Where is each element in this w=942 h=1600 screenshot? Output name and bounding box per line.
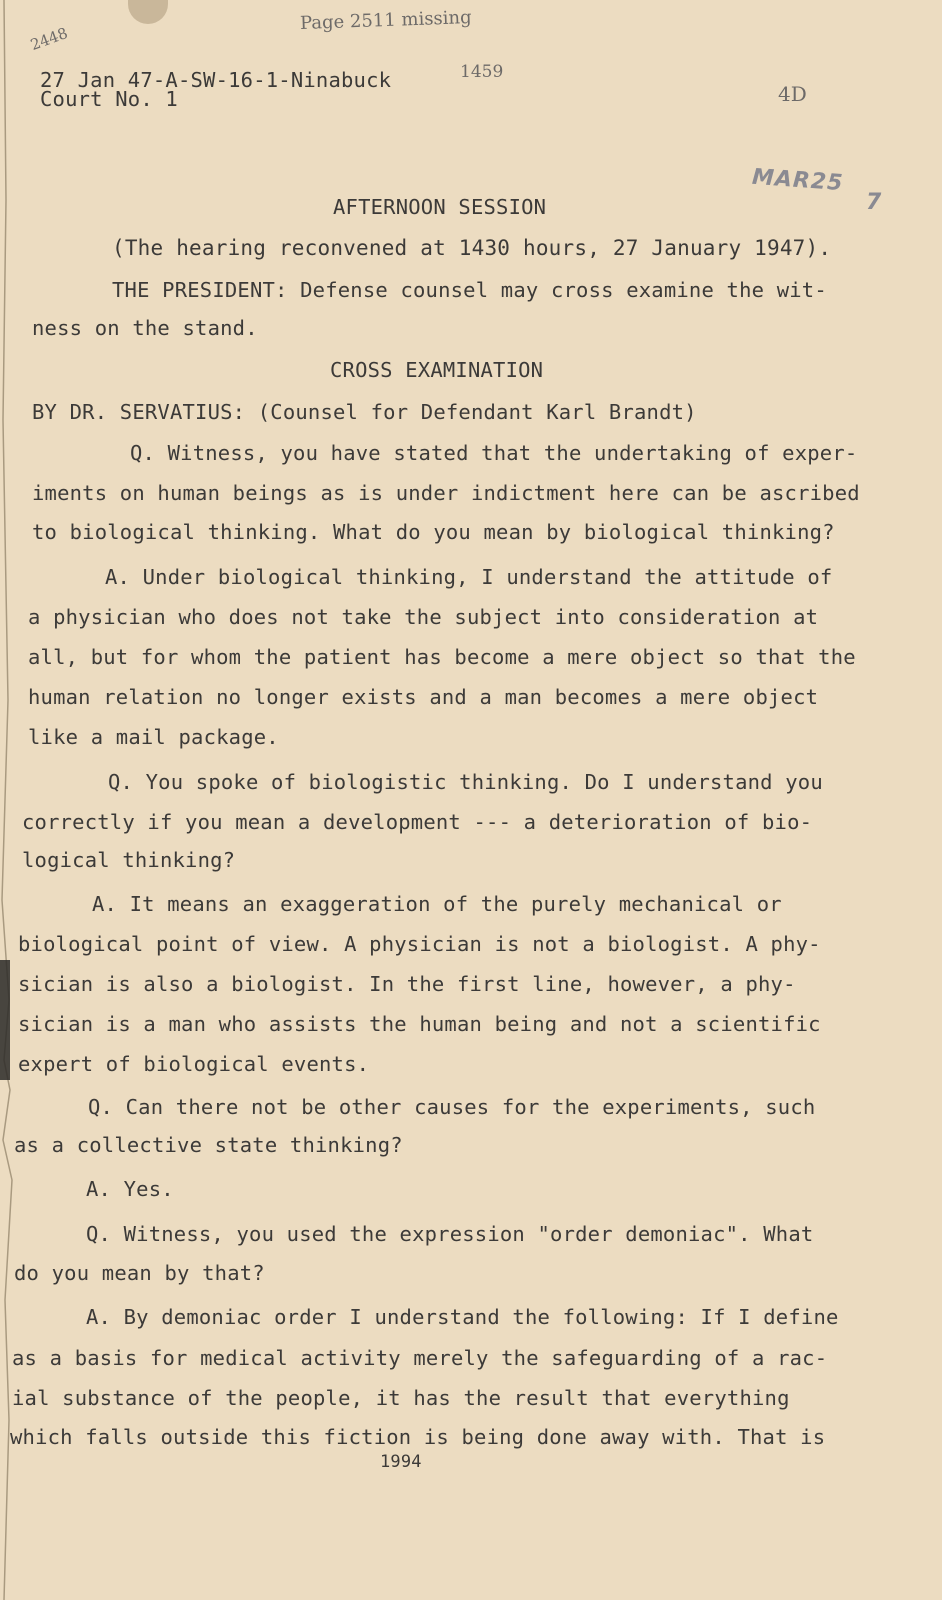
- paper-stain: [128, 0, 168, 24]
- transcript-line: correctly if you mean a development --- a deterioration of bio-: [22, 810, 813, 834]
- transcript-line: THE PRESIDENT: Defense counsel may cross examine the wit-: [112, 278, 827, 302]
- transcript-line: a physician who does not take the subject into consideration at: [28, 605, 819, 629]
- transcript-line: sician is a man who assists the human being and not a scientific: [18, 1012, 821, 1036]
- transcript-line: all, but for whom the patient has become a mere object so that the: [28, 645, 856, 669]
- date-stamp-digit: 7: [866, 190, 883, 215]
- transcript-line: as a basis for medical activity merely the safeguarding of a rac-: [12, 1346, 828, 1370]
- transcript-line: human relation no longer exists and a man becomes a mere object: [28, 685, 819, 709]
- transcript-line: A. Yes.: [86, 1177, 174, 1201]
- transcript-line: Q. Witness, you have stated that the undertaking of exper-: [130, 441, 858, 465]
- transcript-line: sician is also a biologist. In the first line, however, a phy-: [18, 972, 796, 996]
- transcript-line: ness on the stand.: [32, 316, 258, 340]
- transcript-line: iments on human beings as is under indictment here can be ascribed: [32, 481, 860, 505]
- transcript-line: like a mail package.: [28, 725, 279, 749]
- transcript-line: to biological thinking. What do you mean by biological thinking?: [32, 520, 835, 544]
- pencil-note-1459: 1459: [460, 62, 504, 82]
- transcript-line: A. Under biological thinking, I understand the attitude of: [105, 565, 833, 589]
- pencil-note-4d: 4D: [778, 82, 807, 106]
- page-number: 1994: [380, 1452, 422, 1472]
- transcript-line: A. It means an exaggeration of the purely mechanical or: [92, 892, 782, 916]
- transcript-line: biological point of view. A physician is not a biologist. A phy-: [18, 932, 821, 956]
- transcript-line: ial substance of the people, it has the result that everything: [12, 1386, 790, 1410]
- transcript-line: which falls outside this fiction is being done away with. That is: [10, 1425, 826, 1449]
- transcript-line: A. By demoniac order I understand the following: If I define: [86, 1305, 839, 1329]
- header-court: Court No. 1: [40, 87, 178, 111]
- header-reference: 27 Jan 47-A-SW-16-1-Ninabuck: [40, 68, 392, 92]
- pencil-note-page-missing: Page 2511 missing: [299, 7, 472, 34]
- transcript-line: do you mean by that?: [14, 1261, 265, 1285]
- transcript-line: Q. You spoke of biologistic thinking. Do I understand you: [108, 770, 823, 794]
- date-stamp: MAR25: [751, 164, 845, 197]
- transcript-line: expert of biological events.: [18, 1052, 370, 1076]
- transcript-line: Q. Witness, you used the expression "order demoniac". What: [86, 1222, 814, 1246]
- session-title: AFTERNOON SESSION: [333, 195, 547, 219]
- section-heading: CROSS EXAMINATION: [330, 358, 544, 382]
- transcript-line: (The hearing reconvened at 1430 hours, 27 January 1947).: [112, 236, 832, 260]
- transcript-line: as a collective state thinking?: [14, 1133, 403, 1157]
- transcript-line: Q. Can there not be other causes for the experiments, such: [88, 1095, 816, 1119]
- transcript-line: logical thinking?: [22, 848, 236, 872]
- pencil-corner-number: 2448: [28, 24, 71, 54]
- transcript-line: BY DR. SERVATIUS: (Counsel for Defendant Karl Brandt): [32, 400, 697, 424]
